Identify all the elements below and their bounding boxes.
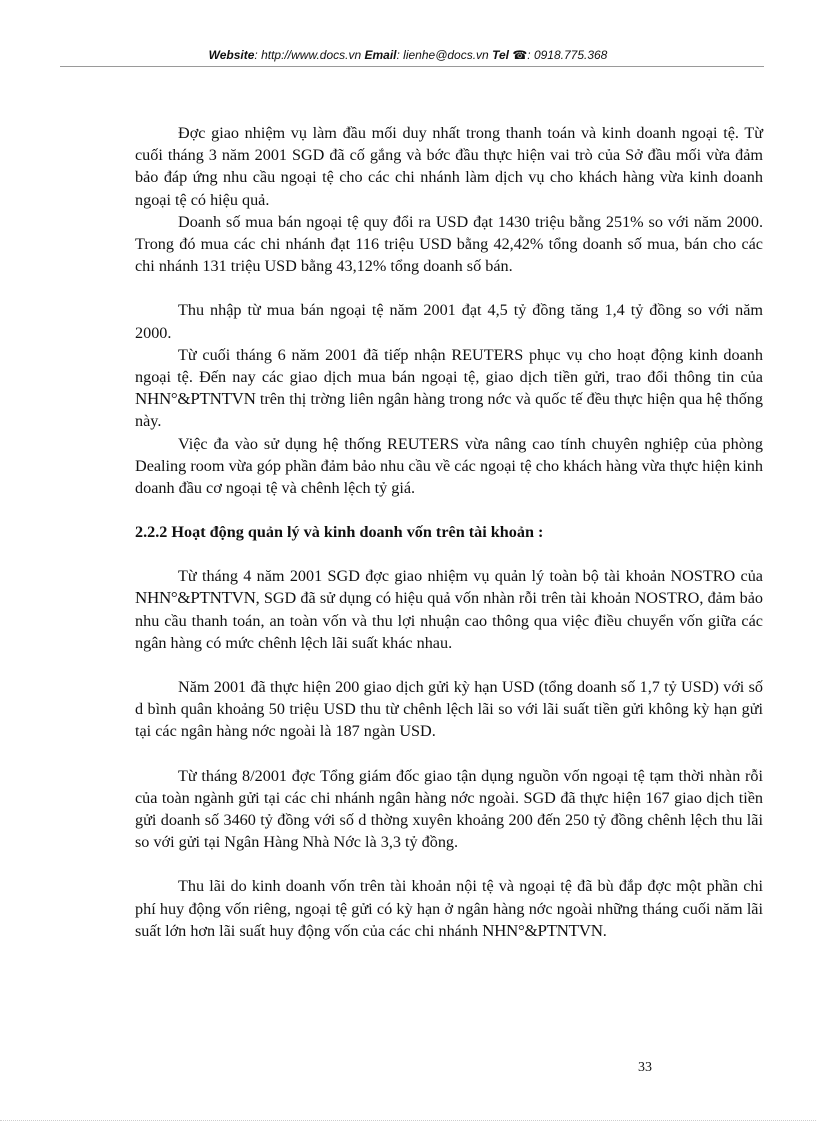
phone-icon: ☎ [512, 48, 528, 62]
paragraph-8: Từ tháng 8/2001 đợc Tổng giám đốc giao tận dụng nguồn vốn ngoại tệ tạm thời nhàn rỗi của toàn ngành gửi tại các chi nhánh ngân hàng nớc ngoài. SGD đã thực hiện 167 giao dịch tiền gửi doanh số 3460 tỷ đồng với số d thờng xuyên khoảng 200 đến 250 tỷ đồng chênh lệch thu lãi so với gửi tại Ngân Hàng Nhà Nớc là 3,3 tỷ đồng. [135, 766, 763, 852]
paragraph-2: Doanh số mua bán ngoại tệ quy đổi ra USD đạt 1430 triệu bằng 251% so với năm 2000. Trong đó mua các chi nhánh đạt 116 triệu USD bằng 42,42% tổng doanh số mua, bán cho các chi nhánh 131 triệu USD bằng 43,12% tổng doanh số bán. [135, 212, 763, 276]
paragraph-1: Đợc giao nhiệm vụ làm đầu mối duy nhất trong thanh toán và kinh doanh ngoại tệ. Từ cuối tháng 3 năm 2001 SGD đã cố gắng và bớc đầu thực hiện vai trò của Sở đầu mối vừa đảm bảo đáp ứng nhu cầu ngoại tệ cho các chi nhánh làm dịch vụ cho khách hàng vừa kinh doanh ngoại tệ có hiệu quả. [135, 124, 763, 209]
paragraph-9: Thu lãi do kinh doanh vốn trên tài khoản nội tệ và ngoại tệ đã bù đắp đợc một phần chi phí huy động vốn riêng, ngoại tệ gửi có kỳ hạn ở ngân hàng nớc ngoài những tháng cuối năm lãi suất lớn hơn lãi suất huy động vốn của các chi nhánh NHN°&PTNTVN. [135, 877, 763, 940]
paragraph-6: Từ tháng 4 năm 2001 SGD đợc giao nhiệm vụ quản lý toàn bộ tài khoản NOSTRO của NHN°&PTNTVN, SGD đã sử dụng có hiệu quả vốn nhàn rỗi trên tài khoản NOSTRO, đảm bảo nhu cầu thanh toán, an toàn vốn và thu lợi nhuận cao thông qua việc điều chuyển vốn giữa các ngân hàng có mức chênh lệch lãi suất khác nhau. [135, 567, 763, 652]
website-label: Website [208, 48, 255, 62]
header-divider [60, 66, 764, 67]
website-value: : http://www.docs.vn [254, 48, 362, 62]
page-header [0, 48, 816, 62]
paragraph-7: Năm 2001 đã thực hiện 200 giao dịch gửi kỳ hạn USD (tổng doanh số 1,7 tỷ USD) với số d bình quân khoảng 50 triệu USD thu từ chênh lệch lãi so với lãi suất tiền gửi không kỳ hạn gửi tại các ngân hàng nớc ngoài là 187 ngàn USD. [135, 678, 763, 741]
page-number: 33 [638, 1060, 652, 1075]
tel-label: Tel [492, 48, 509, 62]
org-name: NHN°&PTNTVN [135, 588, 256, 608]
email-label: Email [364, 48, 397, 62]
document-body [135, 122, 763, 942]
org-name: NHN°&PTNTVN [135, 389, 256, 409]
paragraph-4: Từ cuối tháng 6 năm 2001 đã tiếp nhận REUTERS phục vụ cho hoạt động kinh doanh ngoại tệ. Đến nay các giao dịch mua bán ngoại tệ, giao dịch tiền gửi, trao đổi thông tin của NHN°&PTNTVN trên thị trờng liên ngân hàng trong nớc và quốc tế đều thực hiện qua hệ thống này. [135, 345, 763, 431]
tel-value: : 0918.775.368 [527, 48, 608, 62]
page-bottom-border [0, 1120, 816, 1121]
email-value: : lienhe@docs.vn [396, 48, 489, 62]
paragraph-3: Thu nhập từ mua bán ngoại tệ năm 2001 đạt 4,5 tỷ đồng tăng 1,4 tỷ đồng so với năm 2000. [135, 301, 763, 342]
org-name: NHN°&PTNTVN [482, 920, 603, 940]
section-heading: 2.2.2 Hoạt động quản lý và kinh doanh vốn trên tài khoản : [135, 523, 544, 542]
paragraph-5: Việc đa vào sử dụng hệ thống REUTERS vừa nâng cao tính chuyên nghiệp của phòng Dealing room vừa góp phần đảm bảo nhu cầu về các ngoại tệ cho khách hàng vừa thực hiện kinh doanh đầu cơ ngoại tệ và chênh lệch tỷ giá. [135, 434, 763, 498]
